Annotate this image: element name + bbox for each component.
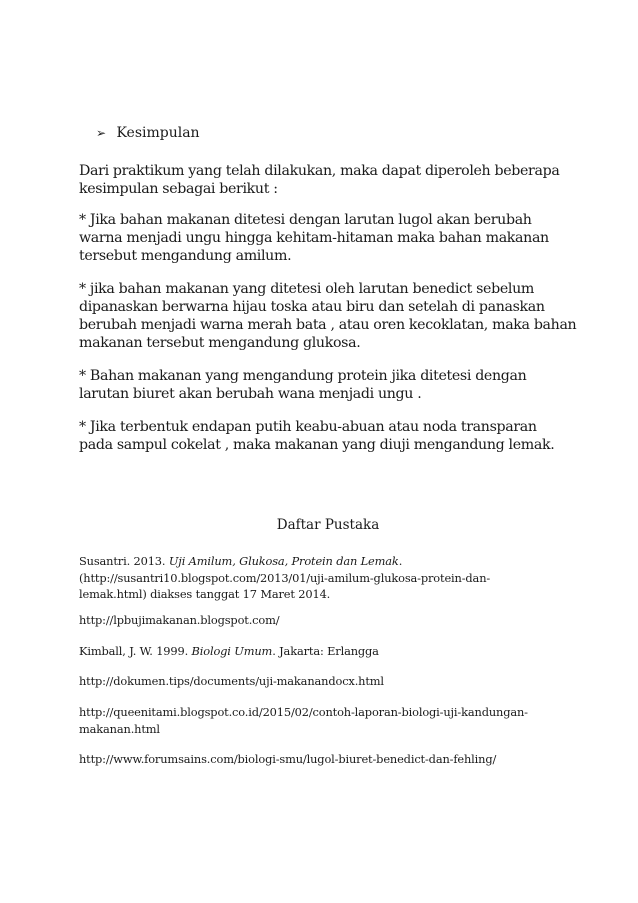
intro-paragraph (79, 162, 559, 198)
reference-line: lemak.html) diakses tanggat 17 Maret 2014. (79, 587, 331, 601)
intro-line: Dari praktikum yang telah dilakukan, maka dapat diperoleh beberapa (79, 163, 560, 179)
conclusion-line: makanan tersebut mengandung glukosa. (79, 335, 361, 351)
conclusion-line: * jika bahan makanan yang ditetesi oleh larutan benedict sebelum (79, 281, 534, 297)
reference-entry-kimball (79, 643, 559, 660)
conclusion-line: * Jika terbentuk endapan putih keabu-abuan atau noda transparan (79, 419, 537, 435)
reference-link[interactable]: http://lpbujimakanan.blogspot.com/ (79, 613, 280, 627)
section-heading (96, 124, 200, 142)
reference-link[interactable]: makanan.html (79, 721, 160, 736)
reference-line: Susantri. 2013. Uji Amilum, Glukosa, Protein dan Lemak. (79, 554, 403, 568)
section-heading-label: Kesimpulan (116, 125, 200, 141)
conclusion-line: berubah menjadi warna merah bata , atau oren kecoklatan, maka bahan (79, 317, 577, 333)
reference-entry-forumsains (79, 751, 559, 768)
intro-line: kesimpulan sebagai berikut : (79, 181, 278, 197)
reference-link[interactable]: http://queenitami.blogspot.co.id/2015/02/contoh-laporan-biologi-uji-kandungan- (79, 705, 528, 719)
reference-entry-susantri (79, 553, 559, 603)
reference-title-italic: Uji Amilum, Glukosa, Protein dan Lemak (168, 554, 399, 568)
references-title: Daftar Pustaka (276, 517, 380, 533)
reference-line[interactable]: (http://susantri10.blogspot.com/2013/01/uji-amilum-glukosa-protein-dan- (79, 570, 491, 585)
reference-entry-dokumen (79, 673, 559, 690)
reference-title-italic: Biologi Umum (191, 644, 273, 658)
reference-entry-queenitami (79, 704, 559, 737)
arrow-bullet-icon: ➢ (96, 126, 107, 140)
conclusion-item (79, 367, 559, 403)
conclusion-item (79, 211, 559, 265)
reference-link[interactable]: http://www.forumsains.com/biologi-smu/lugol-biuret-benedict-dan-fehling/ (79, 752, 497, 766)
reference-line: Kimball, J. W. 1999. Biologi Umum. Jakarta: Erlangga (79, 644, 379, 658)
conclusion-line: dipanaskan berwarna hijau toska atau biru dan setelah di panaskan (79, 299, 545, 315)
conclusion-line: pada sampul cokelat , maka makanan yang diuji mengandung lemak. (79, 437, 555, 453)
conclusion-item (79, 418, 559, 454)
conclusion-line: * Jika bahan makanan ditetesi dengan larutan lugol akan berubah (79, 212, 532, 228)
conclusion-line: warna menjadi ungu hingga kehitam-hitaman maka bahan makanan (79, 230, 549, 246)
conclusion-line: * Bahan makanan yang mengandung protein jika ditetesi dengan (79, 368, 527, 384)
reference-entry-lpb (79, 612, 559, 629)
conclusion-line: larutan biuret akan berubah wana menjadi ungu . (79, 386, 422, 402)
reference-link[interactable]: http://dokumen.tips/documents/uji-makanandocx.html (79, 674, 384, 688)
conclusion-line: tersebut mengandung amilum. (79, 248, 292, 264)
conclusion-item (79, 280, 577, 352)
